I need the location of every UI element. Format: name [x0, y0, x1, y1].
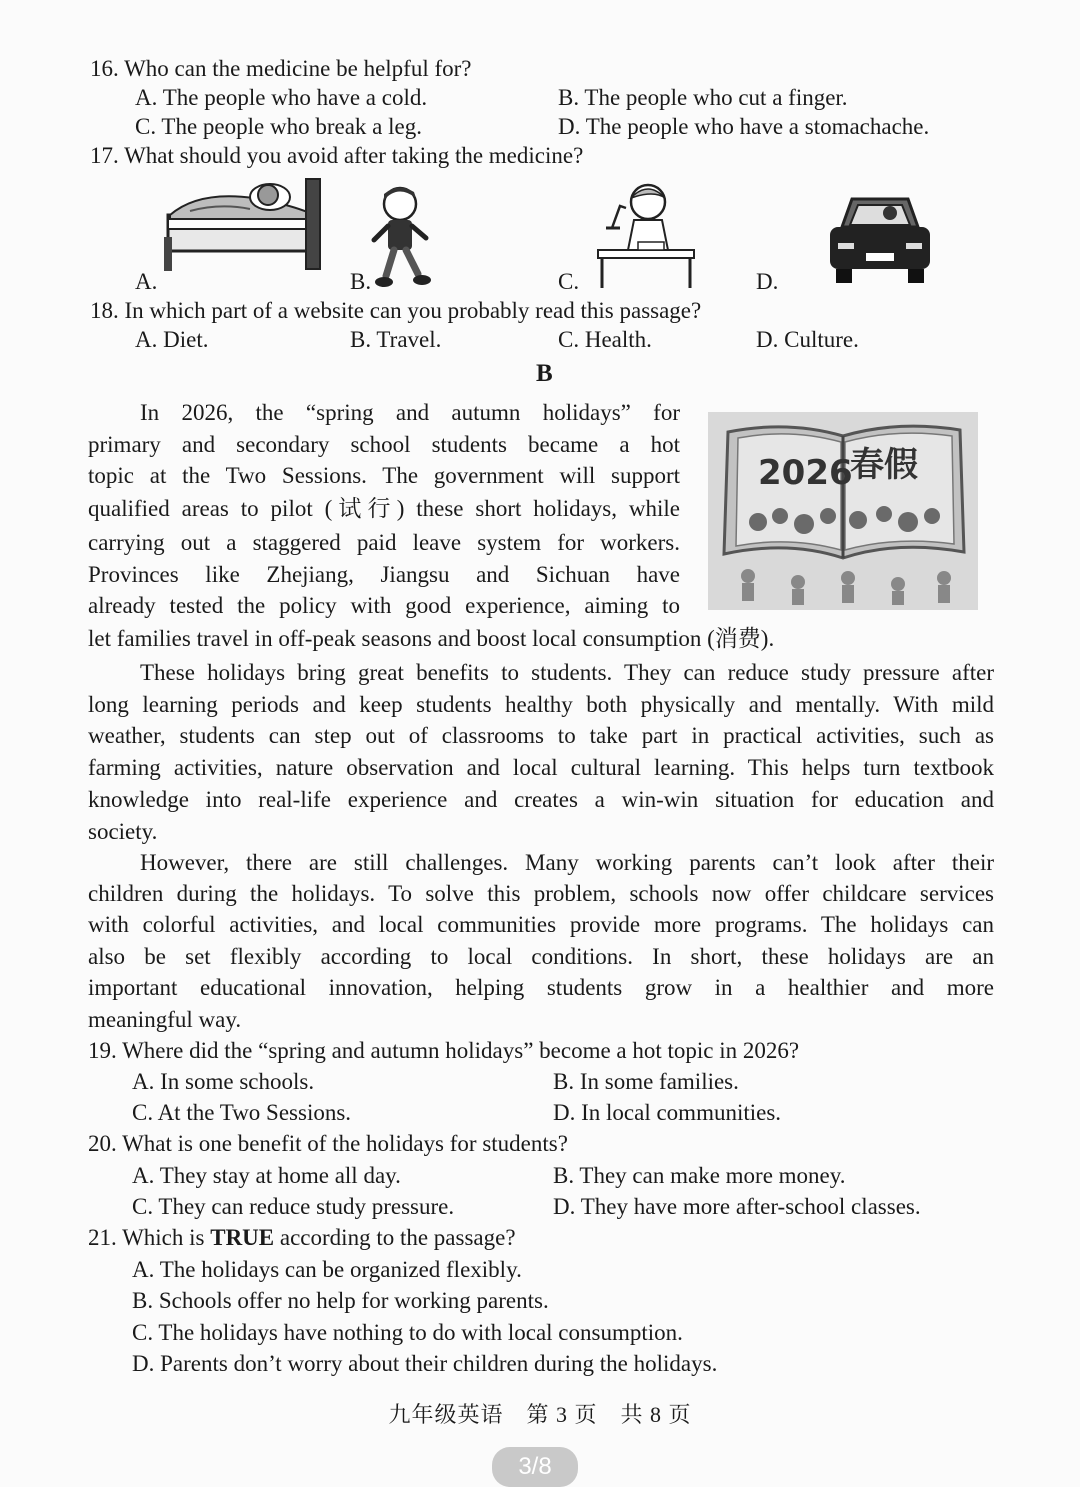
- q17-option-d: D.: [756, 269, 779, 294]
- passage-p1-line-6: Provinces like Zhejiang, Jiangsu and Sichuan have: [88, 562, 680, 587]
- q21-stem-start: 21. Which is: [88, 1225, 211, 1250]
- passage-p2-line-5: knowledge into real-life experience and creates a win-win situation for education and: [88, 787, 994, 812]
- q17-option-b: B.: [350, 269, 372, 294]
- q20-option-b: B. They can make more money.: [553, 1163, 846, 1188]
- passage-p3-line-3: with colorful activities, and local communities provide more programs. The holidays can: [88, 912, 994, 937]
- q21-option-a: A. The holidays can be organized flexibly.: [132, 1257, 522, 1282]
- q20-option-c: C. They can reduce study pressure.: [132, 1194, 455, 1219]
- q21-stem-end: according to the passage?: [274, 1225, 516, 1250]
- q19-option-d: D. In local communities.: [553, 1100, 782, 1125]
- q18-option-a: A. Diet.: [135, 327, 209, 352]
- q20-option-a: A. They stay at home all day.: [132, 1163, 401, 1188]
- q17-option-c: C.: [558, 269, 580, 294]
- q20-option-d: D. They have more after-school classes.: [553, 1194, 921, 1219]
- q16-option-c: C. The people who break a leg.: [135, 114, 422, 139]
- q18-option-b: B. Travel.: [350, 327, 442, 352]
- passage-p2-line-3: weather, students can step out of classrooms to take part in practical activities, such as: [88, 723, 994, 748]
- q21-option-b: B. Schools offer no help for working parents.: [132, 1288, 549, 1313]
- book-year-text: 2026: [758, 453, 853, 493]
- q21-stem-emphasis: TRUE: [210, 1225, 275, 1250]
- passage-p1-line-5: carrying out a staggered paid leave system for workers.: [88, 530, 680, 555]
- passage-p3-line-4: also be set flexibly according to local conditions. In short, these holidays are an: [88, 944, 994, 969]
- passage-p3-line-5: important educational innovation, helping students grow in a healthier and more: [88, 975, 994, 1000]
- q19-stem: 19. Where did the “spring and autumn holidays” become a hot topic in 2026?: [88, 1038, 800, 1063]
- q19-option-c: C. At the Two Sessions.: [132, 1100, 352, 1125]
- passage-p1-line-3: topic at the Two Sessions. The government will support: [88, 463, 680, 488]
- passage-p2-line-4: farming activities, nature observation and local cultural learning. This helps turn textbook: [88, 755, 994, 780]
- q18-option-d: D. Culture.: [756, 327, 859, 352]
- passage-p2-line-2: long learning periods and keep students healthy both physically and mentally. With mild: [88, 692, 994, 717]
- q16-option-d: D. The people who have a stomachache.: [558, 114, 930, 139]
- passage-p3-line-1: However, there are still challenges. Many working parents can’t look after their: [140, 850, 994, 875]
- passage-p2-line-1: These holidays bring great benefits to students. They can reduce study pressure after: [140, 660, 994, 685]
- q18-option-c: C. Health.: [558, 327, 652, 352]
- q17-stem: 17. What should you avoid after taking the medicine?: [90, 143, 584, 168]
- spring-holiday-book-illustration: [708, 412, 978, 610]
- passage-p3-line-2: children during the holidays. To solve this problem, schools now offer childcare services: [88, 881, 994, 906]
- q16-option-b: B. The people who cut a finger.: [558, 85, 848, 110]
- passage-p1-line-4: qualified areas to pilot (试行) these short holidays, while: [88, 496, 680, 521]
- passage-p1-line-2: primary and secondary school students became a hot: [88, 432, 680, 457]
- running-boy-icon: [368, 184, 434, 290]
- passage-p2-line-6: society.: [88, 819, 158, 844]
- q18-stem: 18. In which part of a website can you probably read this passage?: [90, 298, 702, 323]
- q20-stem: 20. What is one benefit of the holidays for students?: [88, 1131, 568, 1156]
- page-indicator-badge: 3/8: [492, 1447, 578, 1487]
- driving-car-icon: [828, 193, 932, 285]
- book-chinese-text: 春假: [850, 445, 918, 485]
- q19-option-b: B. In some families.: [553, 1069, 739, 1094]
- passage-p1-line-1: In 2026, the “spring and autumn holidays” for: [140, 400, 680, 425]
- q19-option-a: A. In some schools.: [132, 1069, 315, 1094]
- passage-p3-line-6: meaningful way.: [88, 1007, 242, 1032]
- passage-p1-line-7: already tested the policy with good experience, aiming to: [88, 593, 680, 618]
- q17-option-a: A.: [135, 269, 158, 294]
- q16-option-a: A. The people who have a cold.: [135, 85, 428, 110]
- page-footer: 九年级英语 第 3 页 共 8 页: [388, 1402, 692, 1427]
- boy-studying-at-desk-icon: [594, 178, 698, 290]
- q16-stem: 16. Who can the medicine be helpful for?: [90, 56, 472, 81]
- q21-option-d: D. Parents don’t worry about their children during the holidays.: [132, 1351, 718, 1376]
- section-heading-b: B: [536, 360, 553, 387]
- sleeping-in-bed-icon: [160, 175, 325, 275]
- q21-option-c: C. The holidays have nothing to do with local consumption.: [132, 1320, 683, 1345]
- passage-p1-line-8: let families travel in off-peak seasons and boost local consumption (消费).: [88, 626, 775, 651]
- q21-stem: [88, 1223, 516, 1253]
